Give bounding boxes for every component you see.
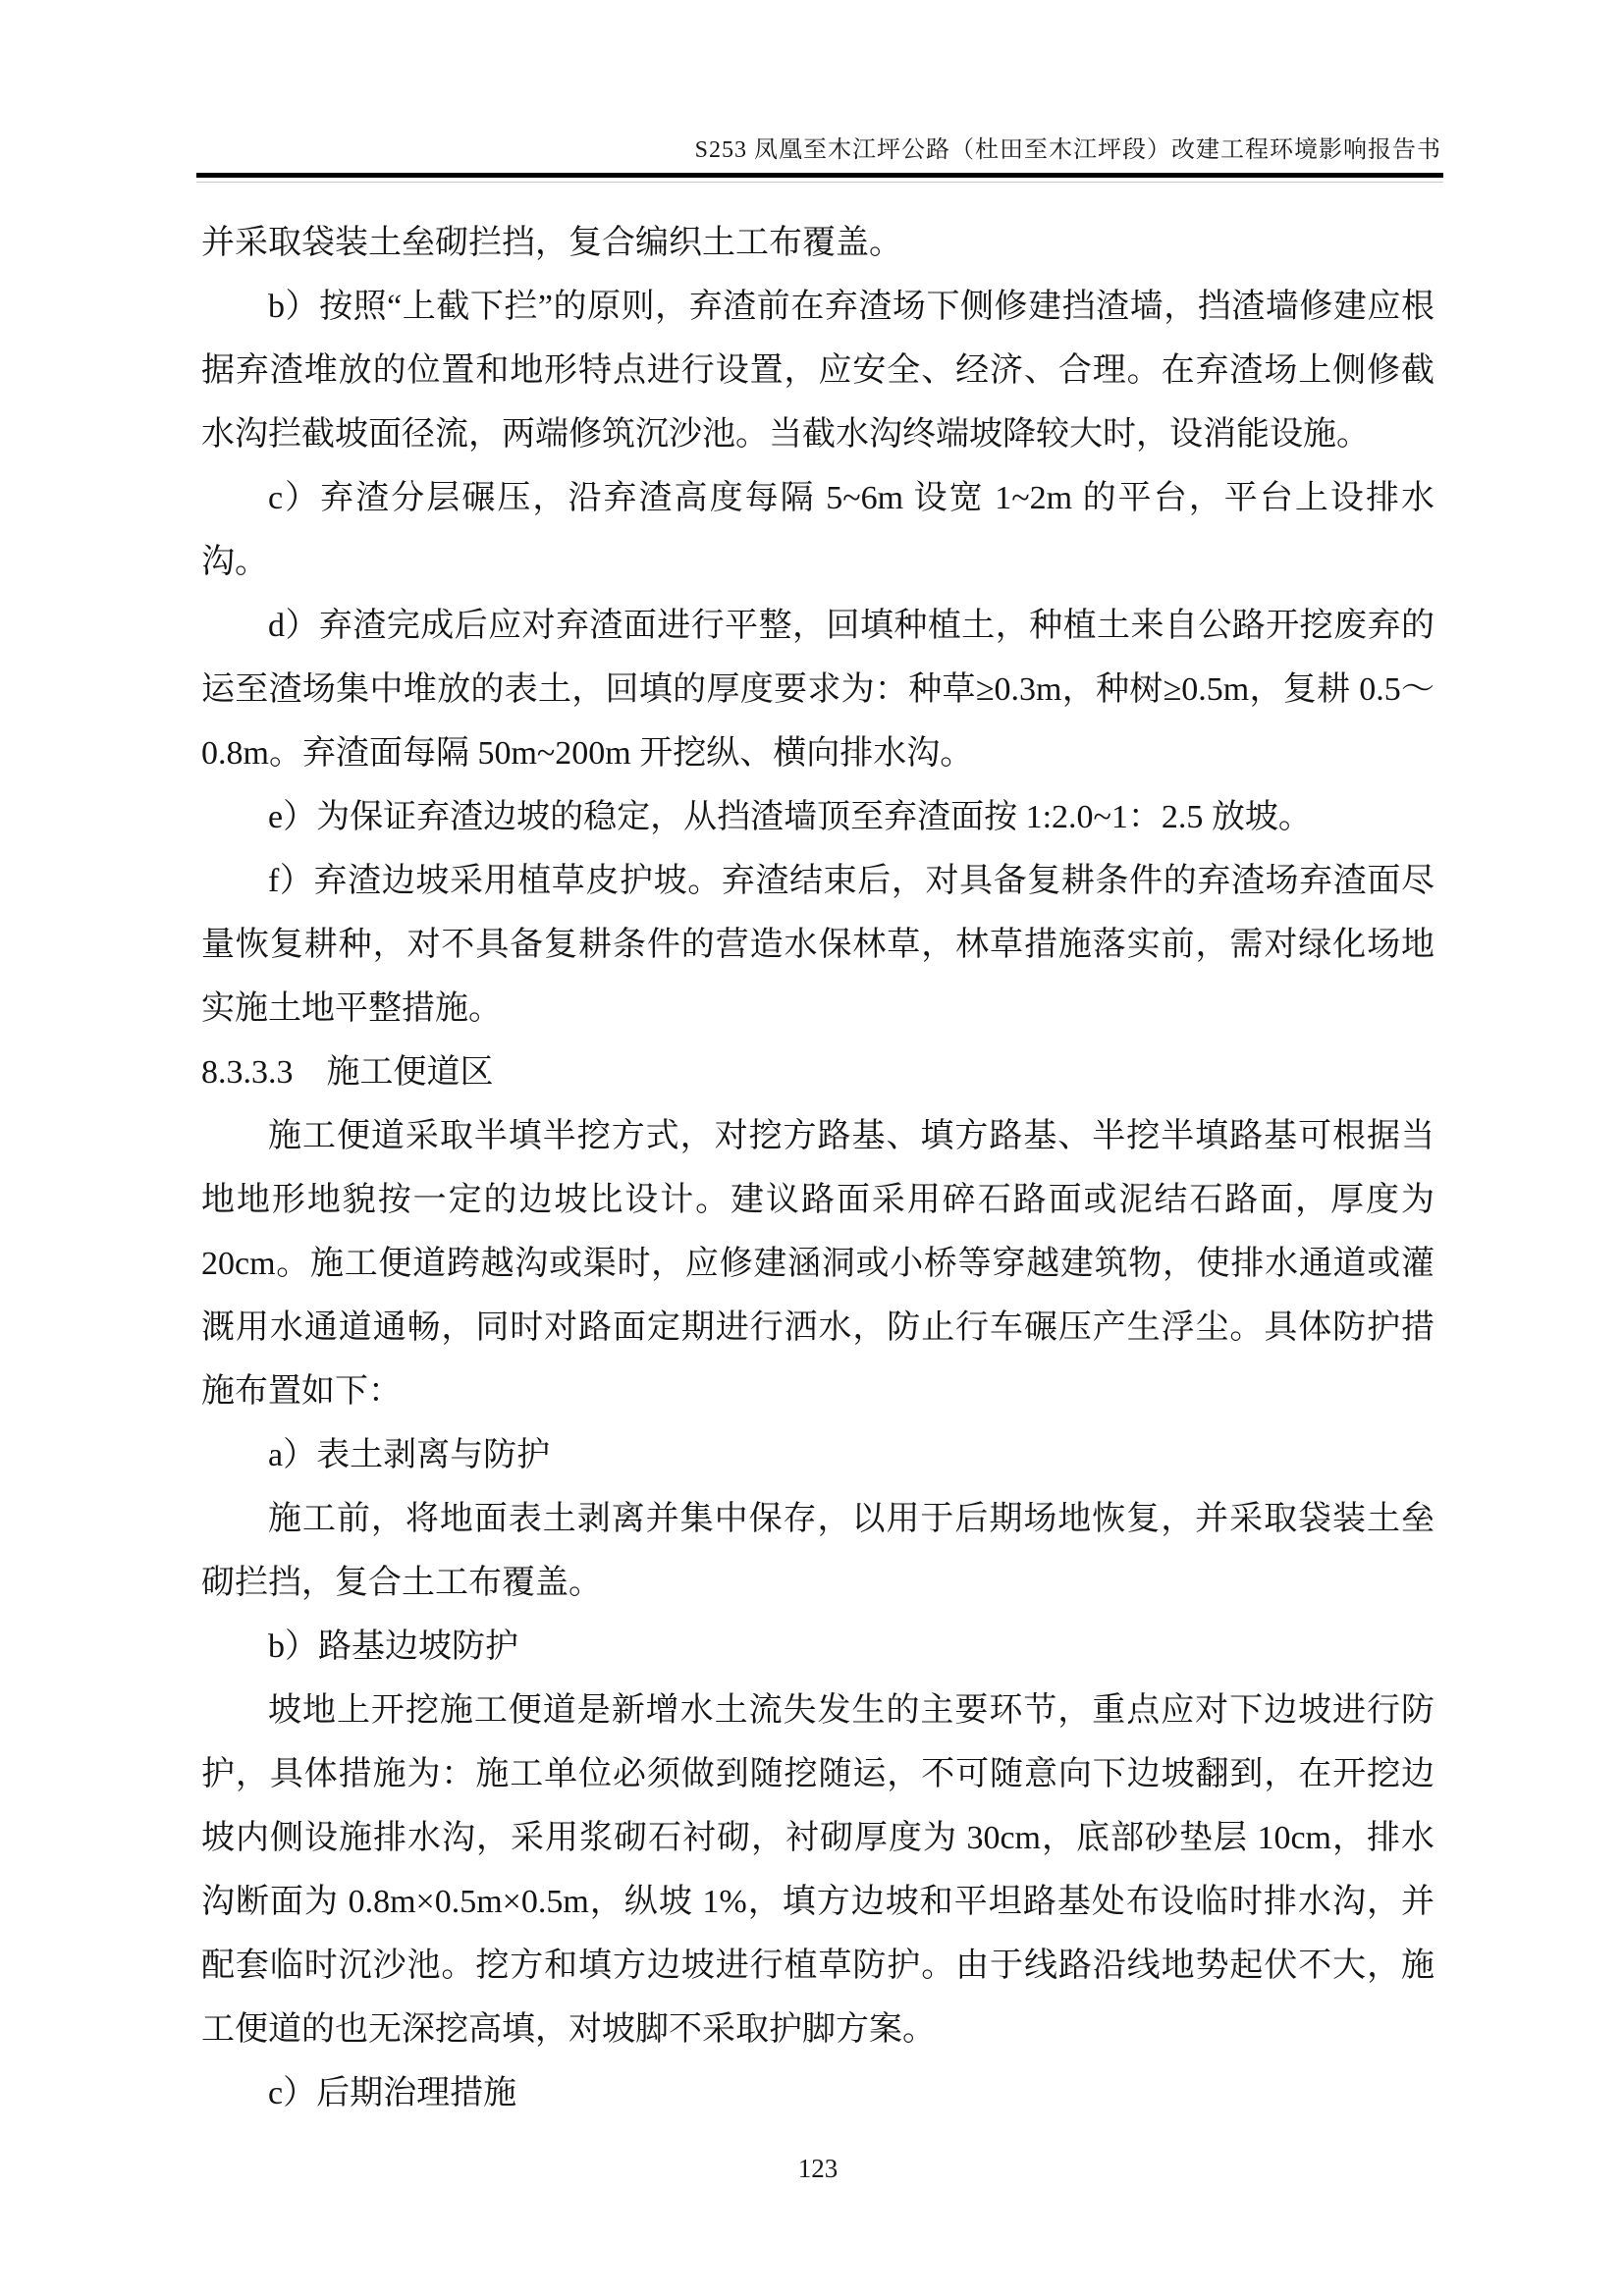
header-running-title: S253 凤凰至木江坪公路（杜田至木江坪段）改建工程环境影响报告书 xyxy=(694,137,1441,163)
paragraph-item-c-compaction: c）弃渣分层碾压，沿弃渣高度每隔 5~6m 设宽 1~2m 的平台，平台上设排水沟。 xyxy=(201,480,1435,580)
header-rule-shadow xyxy=(196,182,1443,183)
paragraph-item-b-dump-wall: b）按照“上截下拦”的原则，弃渣前在弃渣场下侧修建挡渣墙，挡渣墙修建应根据弃渣堆放的位置和地形特点进行设置，应安全、经济、合理。在弃渣场上侧修截水沟拦截坡面径流，两端修筑沉沙池。当截水沟终端坡降较大时，设消能设施。 xyxy=(201,289,1435,453)
page-footer xyxy=(201,2152,1435,2185)
paragraph-item-c-later-stage: c）后期治理措施 xyxy=(268,2075,517,2111)
document-body xyxy=(201,211,1435,2125)
paragraph-item-b-roadbed: b）路基边坡防护 xyxy=(268,1629,518,1665)
header-rule xyxy=(196,173,1443,178)
paragraph-item-e-slope: e）为保证弃渣边坡的稳定，从挡渣墙顶至弃渣面按 1:2.0~1：2.5 放坡。 xyxy=(268,799,1312,835)
paragraph-roadbed-detail: 坡地上开挖施工便道是新增水土流失发生的主要环节，重点应对下边坡进行防护，具体措施为：施工单位必须做到随挖随运，不可随意向下边坡翻到，在开挖边坡内侧设施排水沟，采用浆砌石衬砌，衬砌厚度为 30cm，底部砂垫层 10cm，排水沟断面为 0.8m×0.5m×0.5m，纵坡 1%，填方边坡和平坦路基处布设临时排水沟，并配套临时沉沙池。挖方和填方边坡进行植草防护。由于线路沿线地势起伏不大，施工便道的也无深挖高填，对坡脚不采取护脚方案。 xyxy=(201,1692,1435,2048)
paragraph-item-f-grass: f）弃渣边坡采用植草皮护坡。弃渣结束后，对具备复耕条件的弃渣场弃渣面尽量恢复耕种，对不具备复耕条件的营造水保林草，林草措施落实前，需对绿化场地实施土地平整措施。 xyxy=(201,863,1435,1027)
paragraph-continuation: 并采取袋装土垒砌拦挡，复合编织土工布覆盖。 xyxy=(201,225,902,261)
section-heading-8333: 8.3.3.3 施工便道区 xyxy=(201,1054,494,1091)
paragraph-item-a-topsoil: a）表土剥离与防护 xyxy=(268,1437,551,1473)
page-number: 123 xyxy=(797,2154,839,2183)
paragraph-topsoil-detail: 施工前，将地面表土剥离并集中保存，以用于后期场地恢复，并采取袋装土垒砌拦挡，复合土工布覆盖。 xyxy=(201,1501,1435,1601)
paragraph-item-d-leveling: d）弃渣完成后应对弃渣面进行平整，回填种植土，种植土来自公路开挖废弃的运至渣场集中堆放的表土，回填的厚度要求为：种草≥0.3m，种树≥0.5m，复耕 0.5～0.8m。弃渣面每隔 50m~200m 开挖纵、横向排水沟。 xyxy=(201,608,1435,772)
paragraph-access-road-intro: 施工便道采取半填半挖方式，对挖方路基、填方路基、半挖半填路基可根据当地地形地貌按一定的边坡比设计。建议路面采用碎石路面或泥结石路面，厚度为 20cm。施工便道跨越沟或渠时，应修建涵洞或小桥等穿越建筑物，使排水通道或灌溉用水通道通畅，同时对路面定期进行洒水，防止行车碾压产生浮尘。具体防护措施布置如下： xyxy=(201,1118,1435,1410)
